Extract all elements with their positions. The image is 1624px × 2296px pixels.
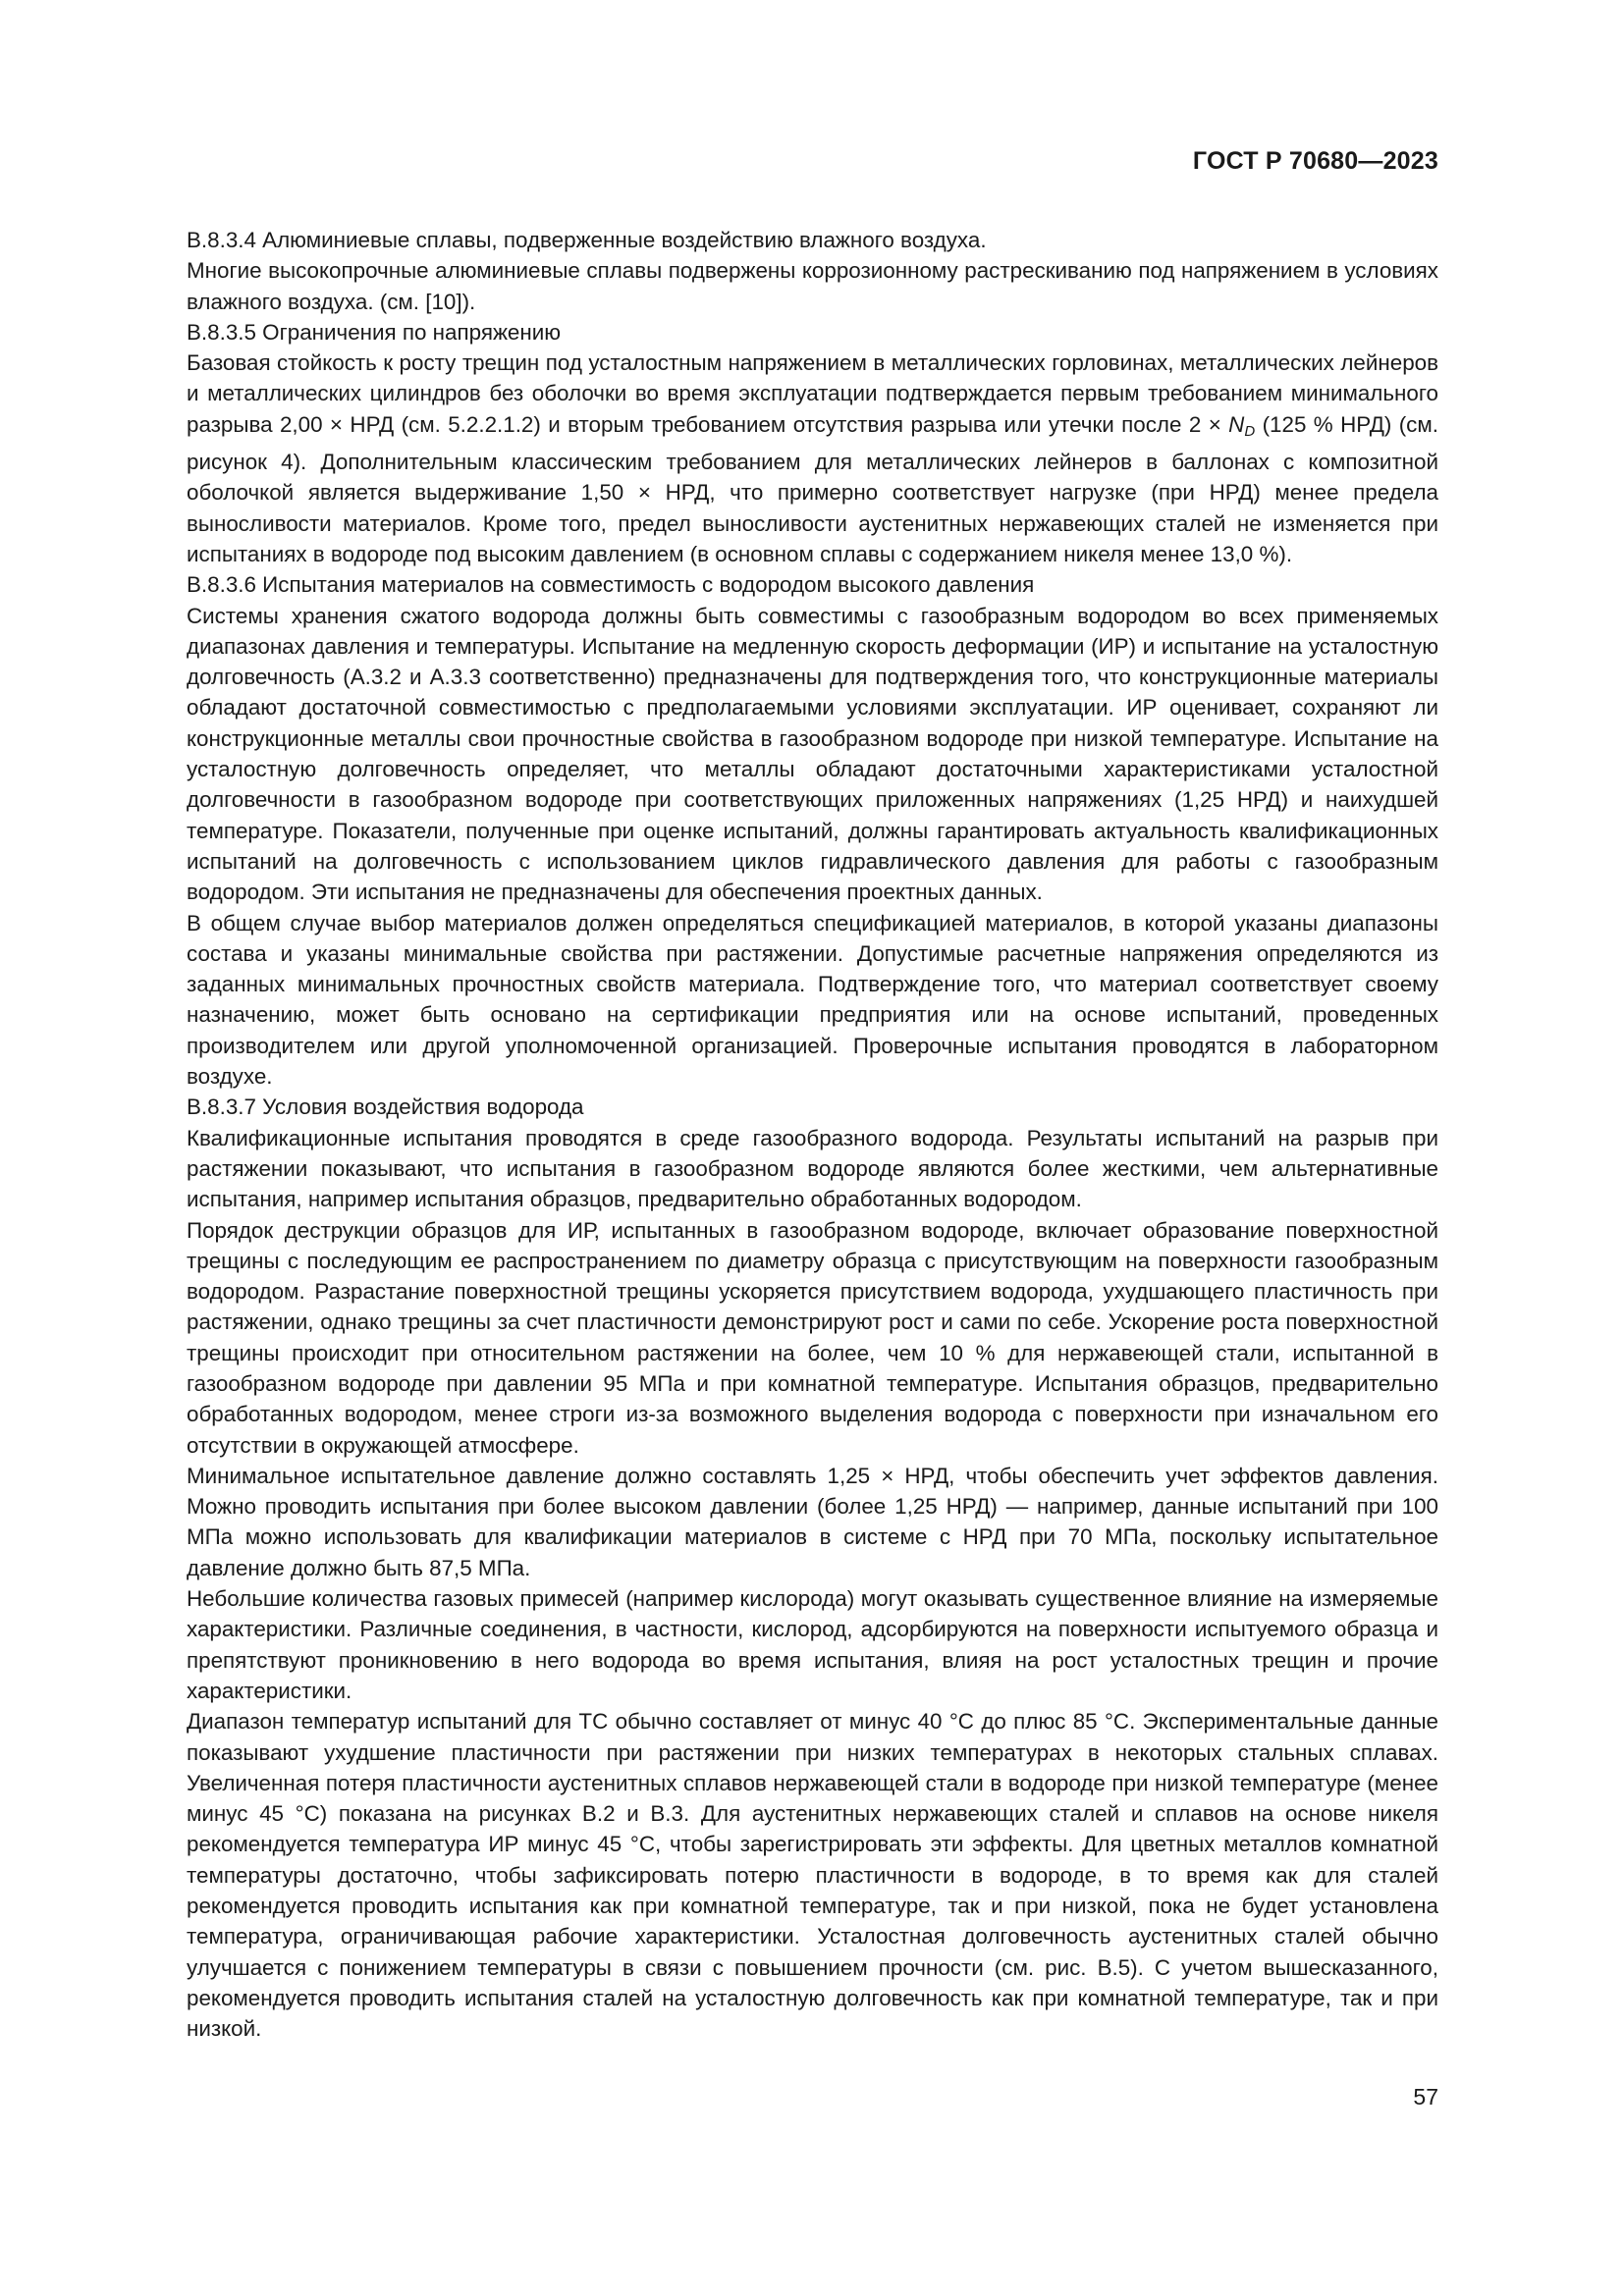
paragraph: Минимальное испытательное давление должно составлять 1,25 × НРД, чтобы обеспечить учет эффектов давления. Можно проводить испытания при более высоком давлении (более 1,25 НРД) — например, данные испытаний при 100 МПа можно использовать для квалификации материалов в системе с НРД при 70 МПа, поскольку испытательное давление должно быть 87,5 МПа. <box>187 1463 1438 1580</box>
paragraph-text: (125 % НРД) (см. рисунок 4). Дополнительным классическим требованием для металлических лейнеров в баллонах с композитной оболочкой является выдерживание 1,50 × НРД, что примерно соответствует нагрузке (при НРД) менее предела выносливости материалов. Кроме того, предел выносливости аустенитных нержавеющих сталей не изменяется при испытаниях в водороде под высоким давлением (в основном сплавы с содержанием никеля менее 13,0 %). <box>187 411 1438 566</box>
paragraph: В общем случае выбор материалов должен определяться спецификацией материалов, в которой указаны диапазоны состава и указаны минимальные свойства при растяжении. Допустимые расчетные напряжения определяются из заданных минимальных прочностных свойств материала. Подтверждение того, что материал соответствует своему назначению, может быть основано на сертификации предприятия или на основе испытаний, проведенных производителем или другой уполномоченной организацией. Проверочные испытания проводятся в лабораторном воздухе. <box>187 910 1438 1090</box>
paragraph: Диапазон температур испытаний для ТС обычно составляет от минус 40 °С до плюс 85 °С. Экспериментальные данные показывают ухудшение пластичности при растяжении при низких температурах в некоторых стальных сплавах. Увеличенная потеря пластичности аустенитных сплавов нержавеющей стали в водороде при низкой температуре (менее минус 45 °С) показана на рисунках В.2 и В.3. Для аустенитных нержавеющих сталей и сплавов на основе никеля рекомендуется температура ИР минус 45 °С, чтобы зарегистрировать эти эффекты. Для цветных металлов комнатной температуры достаточно, чтобы зафиксировать потерю пластичности в водороде, в то время как для сталей рекомендуется проводить испытания как при комнатной температуре, так и при низкой, пока не будет установлена температура, ограничивающая рабочие характеристики. Усталостная долговечность аустенитных сталей обычно улучшается с понижением температуры в связи с повышением прочности (см. рис. В.5). С учетом вышесказанного, рекомендуется проводить испытания сталей на усталостную долговечность как при комнатной температуре, так и при низкой. <box>187 1709 1438 2042</box>
paragraph: Небольшие количества газовых примесей (например кислорода) могут оказывать существенное влияние на измеряемые характеристики. Различные соединения, в частности, кислород, адсорбируются на поверхности испытуемого образца и препятствуют проникновению в него водорода во время испытания, влияя на рост усталостных трещин и прочие характеристики. <box>187 1586 1438 1703</box>
symbol-n: N <box>1228 411 1245 437</box>
section-heading: В.8.3.6 Испытания материалов на совместимость с водородом высокого давления <box>187 572 1035 598</box>
symbol-subscript: D <box>1244 422 1256 440</box>
document-code: ГОСТ Р 70680—2023 <box>1192 147 1438 175</box>
paragraph: Квалификационные испытания проводятся в среде газообразного водорода. Результаты испытаний на разрыв при растяжении показывают, что испытания в газообразном водороде являются более жесткими, чем альтернативные испытания, например испытания образцов, предварительно обработанных водородом. <box>187 1125 1438 1212</box>
page-number: 57 <box>1413 2084 1438 2109</box>
paragraph <box>187 347 1438 569</box>
paragraph: Многие высокопрочные алюминиевые сплавы подвержены коррозионному растрескиванию под напряжением в условиях влажного воздуха. (см. [10]). <box>187 258 1438 314</box>
paragraph-text: Базовая стойкость к росту трещин под усталостным напряжением в металлических горловинах, металлических лейнеров и металлических цилиндров без оболочки во время эксплуатации подтверждается первым требованием минимального разрыва 2,00 × НРД (см. 5.2.2.1.2) и вторым требованием отсутствия разрыва или утечки после 2 × <box>187 350 1438 437</box>
section-heading: В.8.3.7 Условия воздействия водорода <box>187 1095 584 1120</box>
section-heading: В.8.3.4 Алюминиевые сплавы, подверженные воздействию влажного воздуха. <box>187 228 987 252</box>
paragraph: Порядок деструкции образцов для ИР, испытанных в газообразном водороде, включает образование поверхностной трещины с последующим ее распространением по диаметру образца с присутствующим на поверхности газообразным водородом. Разрастание поверхностной трещины ускоряется присутствием водорода, ухудшающего пластичность при растяжении, однако трещины за счет пластичности демонстрируют рост и сами по себе. Ускорение роста поверхностной трещины происходит при относительном растяжении на более, чем 10 % для нержавеющей стали, испытанной в газообразном водороде при давлении 95 МПа и при комнатной температуре. Испытания образцов, предварительно обработанных водородом, менее строги из-за возможного выделения водорода с поверхности при изначальном его отсутствии в окружающей атмосфере. <box>187 1217 1438 1458</box>
paragraph: Системы хранения сжатого водорода должны быть совместимы с газообразным водородом во всех применяемых диапазонах давления и температуры. Испытание на медленную скорость деформации (ИР) и испытание на усталостную долговечность (А.3.2 и А.3.3 соответственно) предназначены для подтверждения того, что конструкционные материалы обладают достаточной совместимостью с предполагаемыми условиями эксплуатации. ИР оценивает, сохраняют ли конструкционные металлы свои прочностные свойства в газообразном водороде при низкой температуре. Испытание на усталостную долговечность определяет, что металлы обладают достаточными характеристиками усталостной долговечности в газообразном водороде при соответствующих приложенных напряжениях (1,25 НРД) и наихудшей температуре. Показатели, полученные при оценке испытаний, должны гарантировать актуальность квалификационных испытаний на долговечность с использованием циклов гидравлического давления для работы с газообразным водородом. Эти испытания не предназначены для обеспечения проектных данных. <box>187 603 1438 905</box>
section-heading: В.8.3.5 Ограничения по напряжению <box>187 319 562 345</box>
document-body <box>187 225 1438 2045</box>
